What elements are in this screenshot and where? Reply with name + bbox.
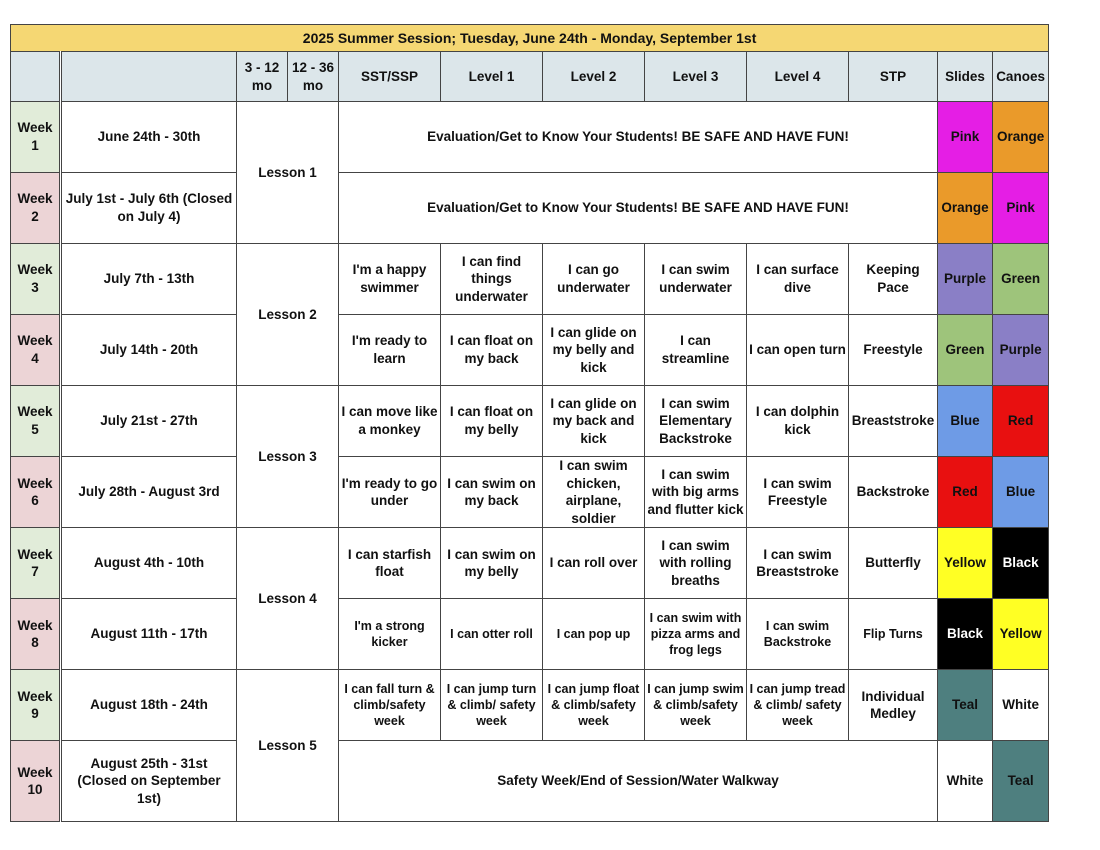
week-dates: August 4th - 10th (61, 528, 237, 599)
skill-sst: I can move like a monkey (339, 386, 441, 457)
week-row (11, 315, 1049, 386)
lesson-cell: Lesson 3 (237, 386, 339, 528)
skill-stp: Breaststroke (849, 386, 938, 457)
slides-color: Blue (938, 386, 993, 457)
skill-level-2: I can swim chicken, airplane, soldier (543, 457, 645, 528)
week-row (11, 599, 1049, 670)
skill-level-2: I can roll over (543, 528, 645, 599)
header-age-3-12: 3 - 12 mo (237, 52, 288, 102)
skill-level-2: I can glide on my belly and kick (543, 315, 645, 386)
skill-level-4: I can swim Breaststroke (747, 528, 849, 599)
canoes-color: Green (993, 244, 1049, 315)
canoes-color: Yellow (993, 599, 1049, 670)
header-level-2: Level 2 (543, 52, 645, 102)
week-label: Week 5 (11, 386, 61, 457)
skill-stp: Backstroke (849, 457, 938, 528)
slides-color: Orange (938, 173, 993, 244)
skill-level-3: I can swim with pizza arms and frog legs (645, 599, 747, 670)
week-dates: August 11th - 17th (61, 599, 237, 670)
slides-color: Red (938, 457, 993, 528)
skill-level-2: I can pop up (543, 599, 645, 670)
canoes-color: Red (993, 386, 1049, 457)
skill-level-1: I can swim on my belly (441, 528, 543, 599)
canoes-color: Purple (993, 315, 1049, 386)
skill-level-2: I can glide on my back and kick (543, 386, 645, 457)
skill-level-2: I can go underwater (543, 244, 645, 315)
week-dates: July 21st - 27th (61, 386, 237, 457)
skill-sst: I can starfish float (339, 528, 441, 599)
week-label: Week 1 (11, 102, 61, 173)
canoes-color: White (993, 670, 1049, 741)
evaluation-note: Evaluation/Get to Know Your Students! BE SAFE AND HAVE FUN! (339, 102, 938, 173)
skill-sst: I can fall turn & climb/safety week (339, 670, 441, 741)
week-label: Week 6 (11, 457, 61, 528)
week-label: Week 2 (11, 173, 61, 244)
safety-week-note: Safety Week/End of Session/Water Walkway (339, 741, 938, 822)
skill-level-1: I can find things underwater (441, 244, 543, 315)
week-row (11, 670, 1049, 741)
header-slides: Slides (938, 52, 993, 102)
week-dates: July 28th - August 3rd (61, 457, 237, 528)
evaluation-note: Evaluation/Get to Know Your Students! BE SAFE AND HAVE FUN! (339, 173, 938, 244)
canoes-color: Teal (993, 741, 1049, 822)
skill-level-1: I can swim on my back (441, 457, 543, 528)
skill-stp: Freestyle (849, 315, 938, 386)
header-level-1: Level 1 (441, 52, 543, 102)
skill-level-3: I can swim underwater (645, 244, 747, 315)
slides-color: White (938, 741, 993, 822)
lesson-cell: Lesson 1 (237, 102, 339, 244)
skill-level-1: I can float on my belly (441, 386, 543, 457)
slides-color: Yellow (938, 528, 993, 599)
week-label: Week 3 (11, 244, 61, 315)
schedule-table (10, 24, 1049, 822)
week-row (11, 244, 1049, 315)
skill-stp: Flip Turns (849, 599, 938, 670)
week-label: Week 8 (11, 599, 61, 670)
skill-level-4: I can surface dive (747, 244, 849, 315)
week-label: Week 10 (11, 741, 61, 822)
week-label: Week 7 (11, 528, 61, 599)
header-level-3: Level 3 (645, 52, 747, 102)
skill-level-2: I can jump float & climb/safety week (543, 670, 645, 741)
canoes-color: Black (993, 528, 1049, 599)
week-row (11, 102, 1049, 173)
canoes-color: Pink (993, 173, 1049, 244)
week-row (11, 386, 1049, 457)
week-row (11, 528, 1049, 599)
lesson-cell: Lesson 4 (237, 528, 339, 670)
skill-level-3: I can swim with big arms and flutter kick (645, 457, 747, 528)
week-dates: August 25th - 31st (Closed on September 1st) (61, 741, 237, 822)
skill-level-3: I can jump swim & climb/safety week (645, 670, 747, 741)
week-dates: July 1st - July 6th (Closed on July 4) (61, 173, 237, 244)
slides-color: Green (938, 315, 993, 386)
skill-level-4: I can dolphin kick (747, 386, 849, 457)
skill-level-1: I can otter roll (441, 599, 543, 670)
slides-color: Purple (938, 244, 993, 315)
skill-sst: I'm a strong kicker (339, 599, 441, 670)
header-week (11, 52, 61, 102)
week-row (11, 741, 1049, 822)
skill-stp: Keeping Pace (849, 244, 938, 315)
header-dates (61, 52, 237, 102)
header-row (11, 52, 1049, 102)
skill-level-1: I can float on my back (441, 315, 543, 386)
skill-level-4: I can swim Backstroke (747, 599, 849, 670)
week-row (11, 173, 1049, 244)
week-row (11, 457, 1049, 528)
slides-color: Pink (938, 102, 993, 173)
skill-level-1: I can jump turn & climb/ safety week (441, 670, 543, 741)
skill-level-4: I can open turn (747, 315, 849, 386)
skill-sst: I'm ready to learn (339, 315, 441, 386)
header-age-12-36: 12 - 36 mo (288, 52, 339, 102)
canoes-color: Orange (993, 102, 1049, 173)
canoes-color: Blue (993, 457, 1049, 528)
header-stp: STP (849, 52, 938, 102)
skill-level-3: I can swim Elementary Backstroke (645, 386, 747, 457)
header-canoes: Canoes (993, 52, 1049, 102)
week-dates: July 7th - 13th (61, 244, 237, 315)
week-dates: July 14th - 20th (61, 315, 237, 386)
lesson-cell: Lesson 5 (237, 670, 339, 822)
skill-sst: I'm a happy swimmer (339, 244, 441, 315)
week-dates: August 18th - 24th (61, 670, 237, 741)
week-label: Week 4 (11, 315, 61, 386)
skill-stp: Individual Medley (849, 670, 938, 741)
slides-color: Teal (938, 670, 993, 741)
skill-stp: Butterfly (849, 528, 938, 599)
lesson-cell: Lesson 2 (237, 244, 339, 386)
header-level-4: Level 4 (747, 52, 849, 102)
skill-level-4: I can swim Freestyle (747, 457, 849, 528)
skill-level-4: I can jump tread & climb/ safety week (747, 670, 849, 741)
session-title: 2025 Summer Session; Tuesday, June 24th - Monday, September 1st (11, 25, 1049, 52)
skill-level-3: I can swim with rolling breaths (645, 528, 747, 599)
skill-sst: I'm ready to go under (339, 457, 441, 528)
week-label: Week 9 (11, 670, 61, 741)
slides-color: Black (938, 599, 993, 670)
skill-level-3: I can streamline (645, 315, 747, 386)
week-dates: June 24th - 30th (61, 102, 237, 173)
header-sst: SST/SSP (339, 52, 441, 102)
